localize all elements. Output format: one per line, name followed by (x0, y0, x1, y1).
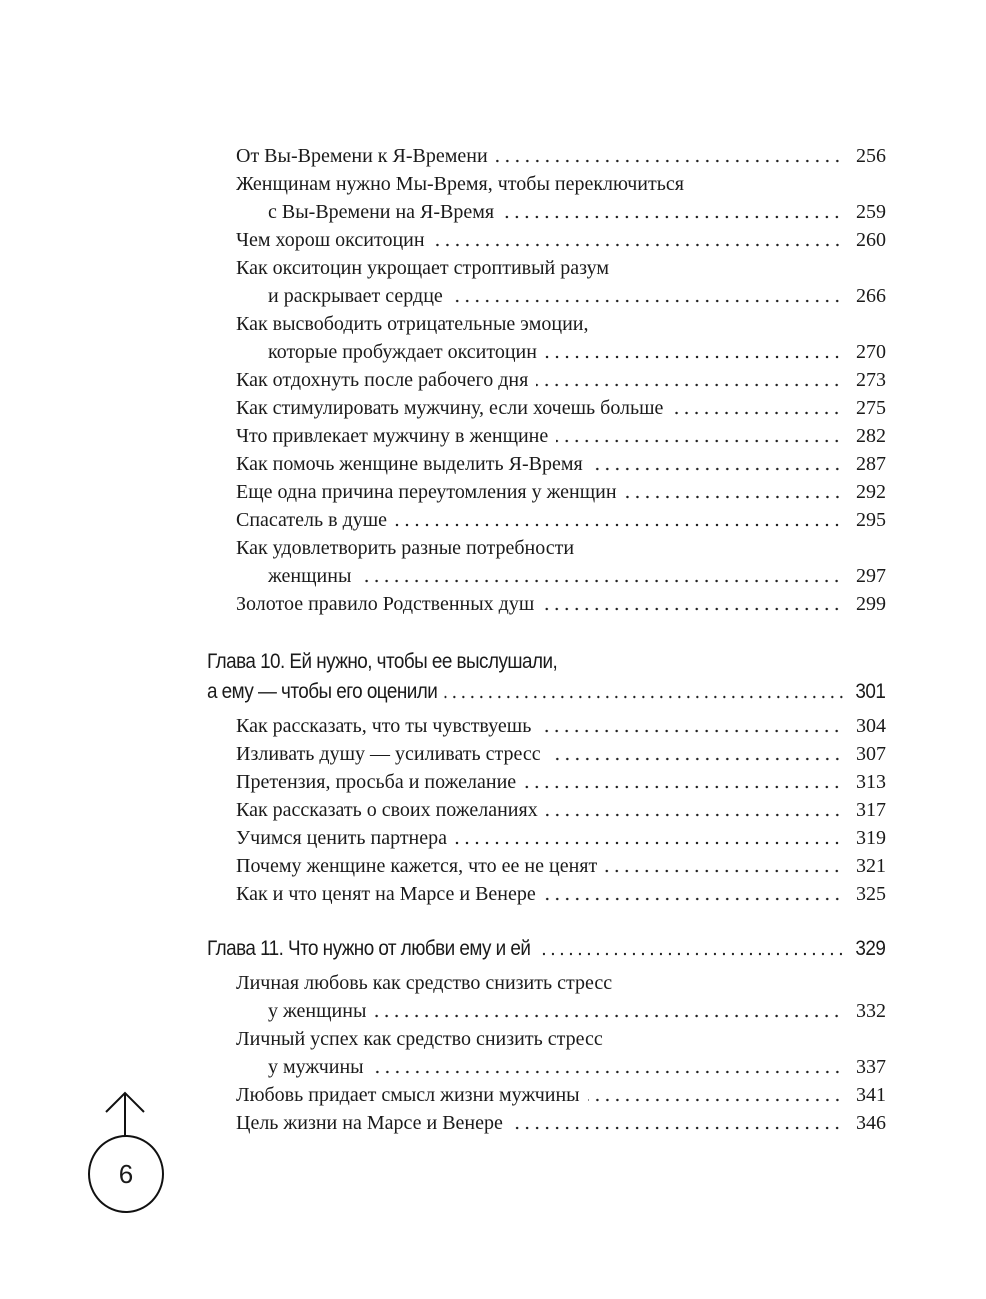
entry-title: которые пробуждает окситоцин (268, 341, 537, 363)
dot-leader (536, 383, 842, 387)
toc-section-continued (207, 142, 886, 618)
entry-title: Почему женщине кажется, что ее не ценят (236, 855, 598, 877)
toc-entry (236, 1081, 886, 1109)
dot-leader (591, 467, 842, 471)
toc-line (236, 562, 886, 590)
toc-line (236, 768, 886, 796)
toc-line (236, 198, 886, 226)
dot-leader (395, 523, 842, 527)
toc-entry (236, 1109, 886, 1137)
page-ref: 260 (856, 229, 886, 251)
toc-chapter-11 (207, 934, 886, 1137)
dot-leader (544, 897, 842, 901)
entry-title: Чем хорош окситоцин (236, 229, 425, 251)
entry-title: Как и что ценят на Марсе и Венере (236, 883, 536, 905)
toc-entry (236, 170, 886, 226)
entry-title: Учимся ценить партнера (236, 827, 448, 849)
page-ref: 337 (856, 1056, 886, 1078)
dot-leader (549, 757, 842, 761)
toc-line (236, 422, 886, 450)
page-ref: 287 (856, 453, 886, 475)
page-ref: 259 (856, 201, 886, 223)
toc-entry (236, 1025, 886, 1081)
toc-line (207, 677, 885, 707)
dot-leader (625, 495, 842, 499)
toc-line (207, 647, 885, 677)
toc-entry (236, 254, 886, 310)
toc-line (236, 478, 886, 506)
entry-title: а ему — чтобы его оценили (207, 680, 438, 703)
toc-line (236, 1025, 886, 1053)
chapter-block (207, 934, 886, 964)
dot-leader (545, 355, 842, 359)
toc-line (236, 969, 886, 997)
page-ref: 282 (856, 425, 886, 447)
dot-leader (455, 841, 842, 845)
toc-entry (236, 142, 886, 170)
entry-title: женщины (268, 565, 352, 587)
entry-title: Как рассказать, что ты чувствуешь (236, 715, 532, 737)
toc-line (236, 450, 886, 478)
dot-leader (374, 1014, 842, 1018)
toc-entry (236, 310, 886, 366)
toc-line (236, 254, 886, 282)
dot-leader (605, 869, 842, 873)
entry-title: Как окситоцин укрощает строптивый разум (236, 257, 610, 279)
toc-entry (236, 852, 886, 880)
toc-line (236, 534, 886, 562)
dot-leader (502, 215, 842, 219)
page-ref: 275 (856, 397, 886, 419)
entry-title: Глава 11. Что нужно от любви ему и ей (207, 937, 531, 960)
toc-line (236, 226, 886, 254)
dot-leader (511, 1126, 842, 1130)
entry-title: Претензия, просьба и пожелание (236, 771, 517, 793)
page-ref: 321 (856, 855, 886, 877)
dot-leader (588, 1098, 842, 1102)
dot-leader (538, 952, 846, 956)
dot-leader (451, 299, 842, 303)
entry-title: Цель жизни на Марсе и Венере (236, 1112, 503, 1134)
toc-line (236, 310, 886, 338)
page-ref: 273 (856, 369, 886, 391)
toc-entry (236, 969, 886, 1025)
entry-title: Как отдохнуть после рабочего дня (236, 369, 529, 391)
dot-leader (433, 243, 842, 247)
toc-line (236, 338, 886, 366)
page-ref: 317 (856, 799, 886, 821)
page-number (88, 1135, 164, 1213)
dot-leader (546, 813, 842, 817)
toc-line (236, 142, 886, 170)
page-ref: 313 (856, 771, 886, 793)
dot-leader (496, 159, 842, 163)
toc-line (236, 1053, 886, 1081)
entry-title: Как стимулировать мужчину, если хочешь больше (236, 397, 664, 419)
page-ref: 307 (856, 743, 886, 765)
page-ref: 325 (856, 883, 886, 905)
entry-title: Еще одна причина переутомления у женщин (236, 481, 617, 503)
page-ref: 341 (856, 1084, 886, 1106)
entry-title: Личный успех как средство снизить стресс (236, 1028, 603, 1050)
dot-leader (372, 1070, 842, 1074)
entry-title: Что привлекает мужчину в женщине (236, 425, 549, 447)
toc-entry (236, 740, 886, 768)
entry-title: Женщинам нужно Мы-Время, чтобы переключиться (236, 173, 684, 195)
toc-line (236, 282, 886, 310)
toc-line (236, 1109, 886, 1137)
toc-line (236, 997, 886, 1025)
toc-entry (236, 534, 886, 590)
entry-title: у мужчины (268, 1056, 364, 1078)
toc-line (236, 394, 886, 422)
chapter-heading (207, 647, 885, 707)
entry-title: Спасатель в душе (236, 509, 388, 531)
dot-leader (539, 729, 842, 733)
toc-entry (236, 796, 886, 824)
toc-line (207, 934, 885, 964)
toc-line (236, 880, 886, 908)
page-number-text: 6 (118, 1158, 134, 1189)
toc-entry (236, 366, 886, 394)
toc-entry (236, 768, 886, 796)
dot-leader (524, 785, 842, 789)
entry-title: у женщины (268, 1000, 367, 1022)
entry-title: Как рассказать о своих пожеланиях (236, 799, 538, 821)
toc-entry (236, 394, 886, 422)
arrow-up-icon (100, 1090, 150, 1138)
toc-line (236, 366, 886, 394)
toc-line (236, 796, 886, 824)
toc-line (236, 852, 886, 880)
page-ref: 304 (856, 715, 886, 737)
entry-title: Как удовлетворить разные потребности (236, 537, 575, 559)
entry-title: с Вы-Времени на Я-Время (268, 201, 495, 223)
page-ref: 319 (856, 827, 886, 849)
toc-line (236, 590, 886, 618)
toc-entry (236, 226, 886, 254)
page-ref: 292 (856, 481, 886, 503)
toc-entry (236, 590, 886, 618)
toc-line (236, 170, 886, 198)
toc-line (236, 740, 886, 768)
entry-title: Как помочь женщине выделить Я-Время (236, 453, 583, 475)
entry-title: Любовь придает смысл жизни мужчины (236, 1084, 580, 1106)
dot-leader (671, 411, 842, 415)
page-ref: 332 (856, 1000, 886, 1022)
entry-title: и раскрывает сердце (268, 285, 443, 307)
chapter-heading (207, 934, 885, 964)
dot-leader (556, 439, 842, 443)
toc-entry (236, 506, 886, 534)
dot-leader (359, 579, 842, 583)
page-ref: 266 (856, 285, 886, 307)
entry-title: Глава 10. Ей нужно, чтобы ее выслушали, (207, 650, 558, 673)
toc-entry (236, 422, 886, 450)
dot-leader (444, 695, 845, 699)
toc-entry (236, 824, 886, 852)
entry-title: Личная любовь как средство снизить стресс (236, 972, 613, 994)
dot-leader (542, 607, 842, 611)
toc-line (236, 506, 886, 534)
toc-line (236, 712, 886, 740)
toc-entry (236, 880, 886, 908)
page-ref: 329 (855, 937, 886, 960)
toc-entry (236, 450, 886, 478)
toc-chapter-10 (207, 647, 886, 908)
entry-title: От Вы-Времени к Я-Времени (236, 145, 488, 167)
entry-title: Изливать душу — усиливать стресс (236, 743, 541, 765)
toc-entry (236, 478, 886, 506)
page-ref: 299 (856, 593, 886, 615)
page-ref: 295 (856, 509, 886, 531)
toc-entry (236, 712, 886, 740)
page-ref: 297 (856, 565, 886, 587)
entry-title: Золотое правило Родственных душ (236, 593, 535, 615)
page-ref: 346 (856, 1112, 886, 1134)
chapter-block (207, 647, 886, 707)
entry-title: Как высвободить отрицательные эмоции, (236, 313, 589, 335)
page-ref: 301 (855, 680, 886, 703)
page-ref: 256 (856, 145, 886, 167)
page-ref: 270 (856, 341, 886, 363)
toc-line (236, 1081, 886, 1109)
toc-line (236, 824, 886, 852)
